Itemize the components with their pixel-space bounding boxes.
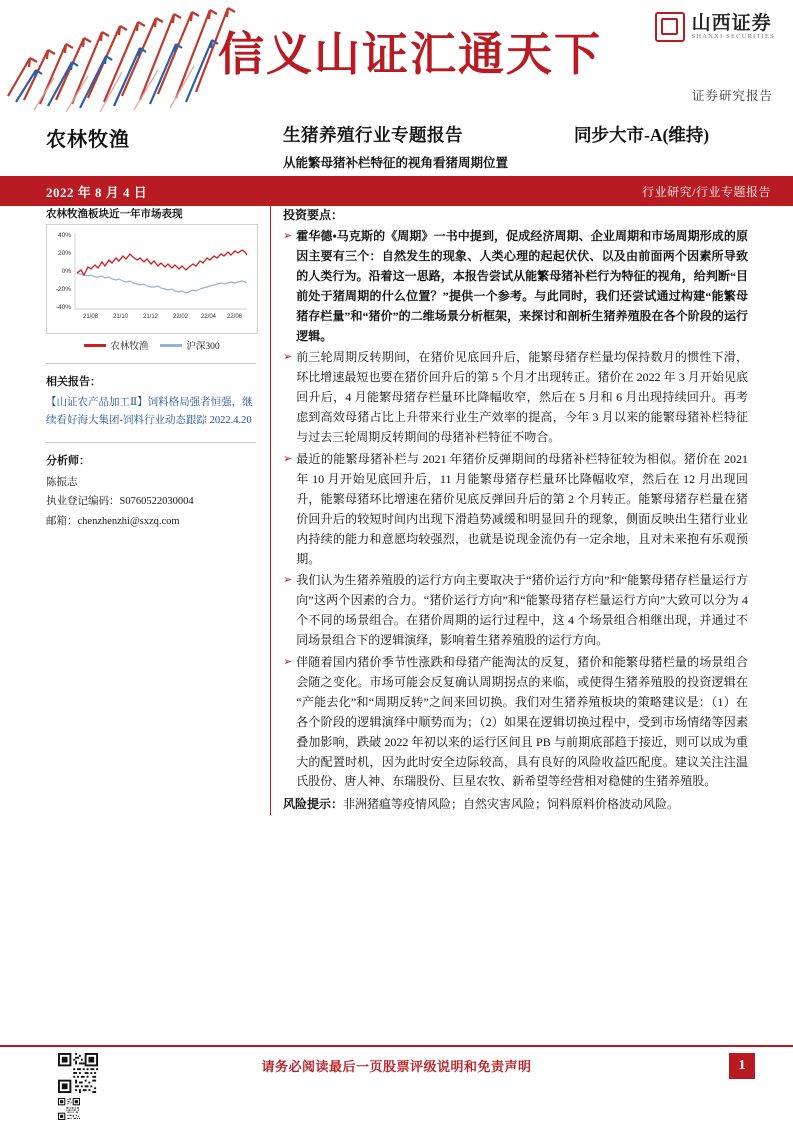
bullet-icon-2: ➢: [283, 452, 293, 465]
logo-text: [692, 14, 775, 41]
legend-item-0: [84, 338, 148, 352]
legend-swatch-blue: [160, 344, 182, 347]
title-block: [0, 113, 793, 177]
paragraph-1: [283, 348, 748, 448]
divider-2: [46, 442, 256, 443]
license-number: S0760522030004: [119, 496, 194, 508]
qr-code-primary: [58, 1053, 98, 1093]
related-report-link[interactable]: 【山证农产品加工Ⅱ】饲料格局强者恒强，继续看好海大集团-饲料行业动态跟踪 2022.4.20: [46, 397, 253, 427]
legend-item-1: [160, 338, 219, 352]
svg-text:22/02: 22/02: [173, 314, 189, 320]
footer-divider: [0, 1045, 793, 1047]
svg-text:21/12: 21/12: [143, 314, 159, 320]
sector-name: 农林牧渔: [46, 129, 130, 151]
paragraph-text-1: 前三轮周期反转期间，在猪价见底回升后，能繁母猪存栏量均保持数月的惯性下滑，环比增速最短也要在猪价回升后的第 5 个月才出现转正。猪价在 2022 年 3 月开始见底回升后，4 月能繁母猪存栏量环比降幅收窄，然后在 5 月和 6 月出现持续回升。再考虑到高效母猪占比上升带来行业生产效率的提高，今年 3 月以来的能繁母猪补栏特征与过去三轮周期反转期间的母猪补栏特征不吻合。: [296, 350, 748, 445]
bullet-icon-0: ➢: [283, 230, 293, 242]
email-value[interactable]: chenzhenzhi@sxzq.com: [77, 515, 180, 527]
paragraph-text-4: 伴随着国内猪价季节性涨跌和母猪产能淘汰的反复，猪价和能繁母猪栏量的场景组合会随之变化。市场可能会反复确认周期拐点的来临，或使得生猪养殖股的投资逻辑在“产能去化”和“周期反转”之间来回切换。我们对生猪养殖板块的策略建议是：（1）在各个阶段的逻辑演绎中顺势而为；（2）如果在逻辑切换过程中，受到市场情绪等因素叠加影响，跌破 2022 年初以来的运行区间且 PB 与前期底部趋于接近，则可以成为重大的配置时机，因为此时安全边际较高，具有良好的风险收益匹配度。建议关注注温氏股份、唐人神、东瑞股份、巨星农牧、新希望等经营相对稳健的生猪养殖股。: [296, 655, 748, 789]
date-bar: [0, 176, 793, 206]
main-content: [270, 206, 748, 815]
paragraph-2: [283, 450, 748, 569]
paragraph-text-0: 霍华德•马克斯的《周期》一书中提到，促成经济周期、企业周期和市场周期形成的原因主要有三个：自然发生的现象、人类心理的起起伏伏、以及由前面两个因素所导致的人类行为。沿着这一思路，本报告尝试从能繁母猪补栏行为特征的视角，给判断“目前处于猪周期的什么位置？”提供一个参考。与此同时，我们还尝试通过构建“能繁母猪存栏量”和“猪价”的二维场景分析框架，来探讨和剖析生猪养殖股在各个阶段的运行逻辑。: [296, 229, 748, 343]
paragraph-text-2: 最近的能繁母猪补栏与 2021 年猪价反弹期间的母猪补栏特征较为相似。猪价在 2021 年 10 月开始见底回升后，11 月能繁母猪存栏量环比降幅收窄，然后在 12 月出现回升，能繁母猪环比增速在猪价见底反弹回升后的第 2 个月转正。能繁母猪存栏量在猪价回升后的较短时间内出现下滑趋势减缓和明显回升的现象，侧面反映出生猪行业业内持续的能力和意愿均较强烈，也就是说现金流仍有一定余地，且对未来抱有乐观预期。: [296, 451, 748, 566]
footer-disclaimer: 请务必阅读最后一页股票评级说明和免责声明: [261, 1059, 532, 1074]
svg-text:21/08: 21/08: [83, 314, 99, 320]
svg-text:22/04: 22/04: [201, 314, 217, 320]
legend-swatch-red: [84, 344, 106, 347]
bullet-icon-1: ➢: [283, 351, 293, 364]
risk-label: 风险提示：: [283, 797, 344, 812]
chart-svg: [47, 225, 255, 331]
banner-slogan: [218, 18, 602, 84]
page-number-badge: 1: [729, 1053, 755, 1079]
related-reports-text: [46, 394, 258, 431]
svg-text:0%: 0%: [61, 268, 71, 275]
bullet-icon-3: ➢: [283, 574, 293, 587]
summary-heading: 投资要点：: [283, 208, 344, 222]
logo-name-cn: 山西证券: [691, 12, 772, 34]
qr-code-secondary: [58, 1098, 80, 1120]
paragraph-text-3: 我们认为生猪养殖股的运行方向主要取决于“猪价运行方向”和“能繁母猪存栏量运行方向”这两个因素的合力。“猪价运行方向”和“能繁母猪存栏量运行方向”大致可以分为 4 个不同的场景组合。在猪价周期的运行过程中，这 4 个场景组合相继出现，并通过不同场景组合下的逻辑演绎，影响着生猪养殖股的运行方向。: [296, 573, 748, 648]
svg-text:21/10: 21/10: [113, 314, 129, 320]
sidebar: [46, 206, 258, 531]
analyst-heading: 分析师：: [46, 454, 90, 467]
svg-text:-20%: -20%: [55, 286, 71, 293]
research-category: 行业研究/行业专题报告: [642, 185, 771, 199]
related-reports-heading: 相关报告：: [46, 376, 101, 388]
bullet-icon-4: ➢: [283, 656, 293, 669]
rating-badge: 同步大市-A(维持): [574, 125, 710, 145]
logo-name-en: SHANXI SECURITIES: [691, 32, 775, 40]
legend-label-1: 沪深300: [186, 342, 220, 352]
shanxi-securities-logo-icon: [655, 12, 685, 42]
chart-legend: [46, 338, 258, 352]
page-subtitle: 从能繁母猪补栏特征的视角看猪周期位置: [283, 156, 509, 170]
svg-text:22/06: 22/06: [227, 314, 243, 320]
svg-text:-40%: -40%: [55, 304, 71, 311]
report-kind-label: 证券研究报告: [691, 89, 773, 103]
email-label: 邮箱：: [46, 515, 78, 527]
paragraph-4: [283, 653, 748, 792]
legend-label-0: 农林牧渔: [110, 342, 149, 352]
svg-text:20%: 20%: [57, 250, 71, 257]
analyst-name: 陈振志: [46, 476, 78, 488]
paragraph-0: [283, 227, 748, 346]
market-performance-chart: [46, 224, 258, 334]
header-banner: [0, 0, 793, 113]
paragraph-3: [283, 571, 748, 651]
slogan-part2: 汇通天下: [410, 29, 602, 80]
chart-title: 农林牧渔板块近一年市场表现: [46, 209, 183, 220]
page-title: 生猪养殖行业专题报告: [283, 125, 463, 145]
analyst-email: [46, 512, 258, 531]
company-logo: [655, 12, 775, 42]
svg-text:40%: 40%: [57, 232, 71, 239]
analyst-license: [46, 492, 258, 511]
publish-date: 2022 年 8 月 4 日: [46, 185, 148, 200]
risk-disclosure: [283, 795, 748, 815]
divider: [46, 363, 256, 364]
license-label: 执业登记编码：: [46, 496, 120, 508]
slogan-part1: 信义山证: [218, 29, 410, 80]
risk-text: 非洲猪瘟等疫情风险；自然灾害风险；饲料原料价格波动风险。: [343, 797, 680, 812]
